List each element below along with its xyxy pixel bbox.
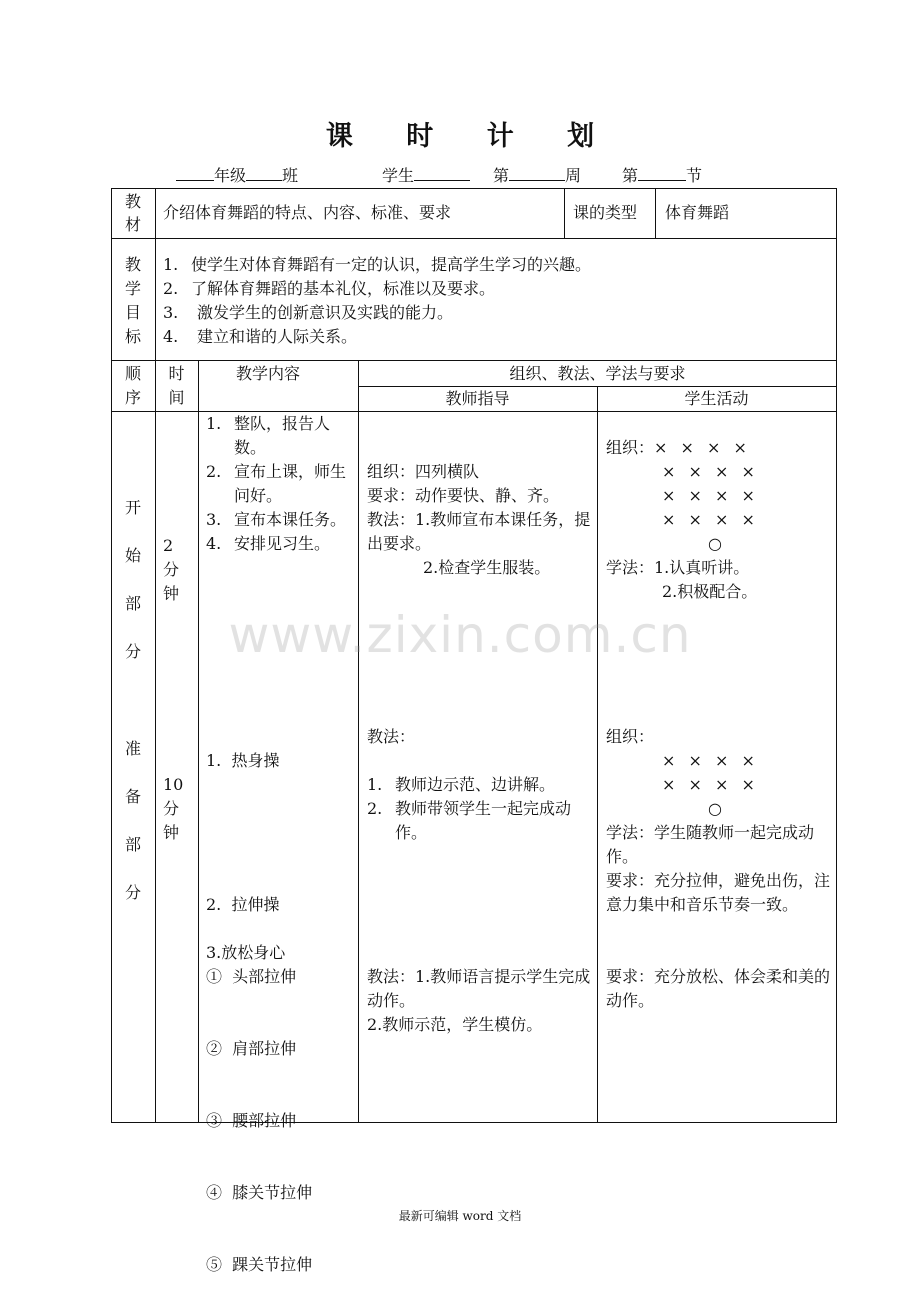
student-label: 学生 [382,166,415,185]
watermark: www.zixin.com.cn [228,606,692,664]
org-header: 组织、教法、学法与要求 [509,364,686,383]
material-label: 教 材 [124,192,141,234]
week-label: 周 [565,166,582,185]
grade-label: 年级 [214,166,247,185]
section-prep-time: 10 分 钟 [163,775,184,842]
goal-item: 2. 了解体育舞蹈的基本礼仪，标准以及要求。 [163,279,496,298]
list-item: 3. 宣布本课任务。 [206,510,347,529]
order-header: 顺 序 [124,364,141,407]
goal-item: 4. 建立和谐的人际关系。 [163,327,358,346]
section-start-content [206,412,356,556]
week-blank[interactable] [509,163,565,181]
section-start-teacher: 组织：四列横队 要求：动作要快、静、齐。 教法：1.教师宣布本课任务，提出要求。 2.检查学生服装。 [367,462,591,577]
section-prep-student: 组织： × × × × × × × × ○ 学法：学生随教师一起完成动作。 要求：充分拉伸，避免出伤，注意力集中和音乐节奏一致。 [606,727,831,914]
class-label: 班 [282,166,299,185]
section-relax-student: 要求：充分放松、体会柔和美的动作。 [606,967,831,1010]
section-prep-content: 1. 热身操 2. 拉伸操 ① 头部拉伸 ② 肩部拉伸 ③ 腰部拉伸 ④ 膝关节拉伸 ⑤ 踝关节拉伸 [206,701,356,1301]
page-title: 课 时 计 划 [325,121,617,152]
time-header: 时 间 [168,364,185,407]
week-info [493,163,581,185]
list-item: 2. 教师带领学生一起完成动作。 [367,799,572,842]
list-item: 1. 教师边示范、边讲解。 [367,775,556,794]
goals-label: 教 学 目 标 [124,255,141,346]
week-prefix: 第 [493,166,510,185]
list-item: ⑤ 踝关节拉伸 [206,1255,313,1274]
class-blank[interactable] [246,163,282,181]
student-info [382,163,470,185]
teacher-header: 教师指导 [445,389,510,408]
lesson-blank[interactable] [638,163,686,181]
goal-item: 3. 激发学生的创新意识及实践的能力。 [163,303,454,322]
content-header: 教学内容 [236,364,301,383]
list-item: ③ 腰部拉伸 [206,1111,297,1130]
grade-blank[interactable] [176,163,214,181]
list-item: ② 肩部拉伸 [206,1039,297,1058]
lesson-type-value: 体育舞蹈 [665,203,730,222]
list-item: 2. 宣布上课，师生问好。 [206,462,347,505]
section-relax-teacher: 教法：1.教师语言提示学生完成动作。 2.教师示范，学生模仿。 [367,967,591,1034]
goals-list [163,253,823,349]
section-prep-teacher: 教法： 1. 教师边示范、边讲解。 2. 教师带领学生一起完成动作。 [367,725,591,845]
lesson-label: 节 [686,166,703,185]
section-start-time: 2 分 钟 [163,536,180,603]
page-footer: 最新可编辑 word 文档 [398,1209,522,1223]
section-start-student: 组织：× × × × × × × × × × × × × × × × ○ 学法：1.认真听讲。 2.积极配合。 [606,436,832,604]
lesson-type-label: 课的类型 [573,203,638,222]
lesson-prefix: 第 [622,166,639,185]
list-item: ① 头部拉伸 [206,967,297,986]
teacher-position-icon: ○ [708,799,722,818]
lesson-info [622,163,702,185]
student-blank[interactable] [414,163,470,181]
list-item: 1. 整队，报告人数。 [206,414,331,457]
header-info [176,163,298,185]
student-header: 学生活动 [684,389,749,408]
section-start-label: 开 始 部 分 [124,498,141,661]
material-content: 介绍体育舞蹈的特点、内容、标准、要求 [163,203,452,222]
section-prep-label: 准 备 部 分 [124,739,141,902]
teacher-position-icon: ○ [708,534,722,553]
section-prep-relax: 3.放松身心 [206,943,286,962]
list-item: ④ 膝关节拉伸 [206,1183,313,1202]
list-item: 4. 安排见习生。 [206,534,331,553]
goal-item: 1. 使学生对体育舞蹈有一定的认识，提高学生学习的兴趣。 [163,255,592,274]
